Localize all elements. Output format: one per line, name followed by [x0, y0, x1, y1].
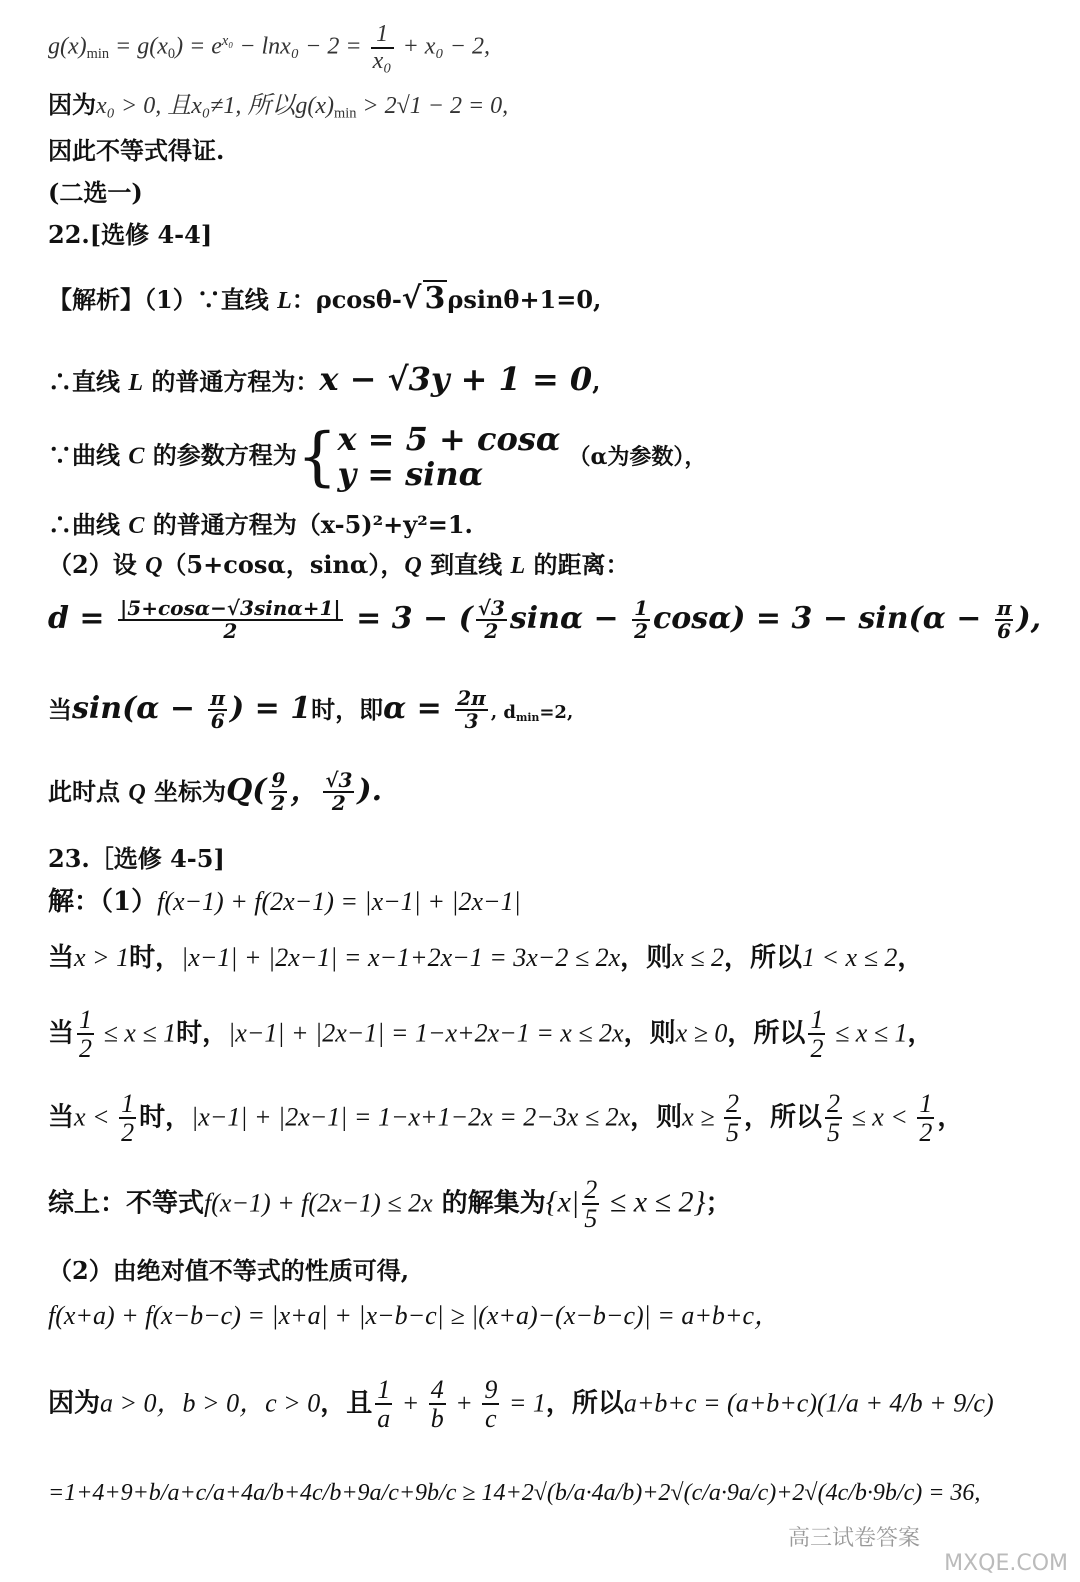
watermark-text: 高三试卷答案 [787, 1526, 920, 1551]
problem-23-heading: 23.［选修 4-5] [48, 844, 225, 873]
eq-gmin: $g(x)_{min} = g(x_0) = e^{x_0} - \ln x_0 - 2$ = $\frac{1}{\text{x₀}}$ + x₀ − 2, [48, 21, 490, 75]
choose-one-label: (二选一) [48, 178, 143, 207]
curve-C-param-eq: ∵曲线 C 的参数方程为{ x = 5 + cosα y = sinα （α为参数）， [48, 420, 707, 495]
minimum-condition: 当sin(α − $\frac{\pi}{6}$ ) = 1时，即α = $\frac{2\pi}{3}$ , $d_{min}=2$, [48, 686, 574, 733]
part2-intro: （2）由绝对值不等式的性质可得, [48, 1256, 410, 1285]
distance-formula: d = $\frac{|5+\cos\alpha-√3\sin\alpha+1|}{2}$ = 3 − ( $\frac{√3}{2}$ sinα − $\frac{1}{2}$ cosα) = 3 − sin(α − $\frac{\pi}{6}$ ), [48, 596, 1042, 643]
case-x-lt-half: 当x < $\frac{1}{2}$ 时，|x−1| + |2x−1| = 1−x+1−2x = 2−3x ≤ 2x，则x ≥ $\frac{2}{5}$ ，所以 $\frac{2}{5}$ ≤ x < $\frac{1}{2}$ ， [48, 1089, 964, 1148]
point-Q-coordinate: 此时点 Q 坐标为Q( $\frac{9}{2}$ ， $\frac{√3}{2}$ ). [48, 768, 383, 815]
conclusion-line: 因此不等式得证. [48, 136, 225, 165]
because-line: 因为x₀ > 0, 且x₀≠1, 所以$g(x)_{min} > 2√1 - 2 = 0$, [48, 90, 509, 122]
solution-line-1: 【解析】（1）∵直线 L：ρcosθ-√ 3ρsinθ+1=0, [48, 281, 602, 316]
watermark-site: MXQE.COM [944, 1551, 1068, 1576]
solution-23-part1: 解：（1）f(x−1) + f(2x−1) = |x−1| + |2x−1| [48, 887, 521, 917]
case-x-gt-1: 当x > 1时，|x−1| + |2x−1| = x−1+2x−1 = 3x−2 ≤ 2x，则x ≤ 2，所以1 < x ≤ 2， [48, 943, 924, 973]
part2-setup: （2）设 Q（5+cosα，sinα），Q 到直线 L 的距离： [48, 550, 630, 579]
line-L-general-eq: ∴直线 L 的普通方程为：x − √3y + 1 = 0, [48, 360, 601, 398]
case-half-to-1: 当 $\frac{1}{2}$ ≤ x ≤ 1时，|x−1| + |2x−1| = 1−x+2x−1 = x ≤ 2x，则x ≥ 0，所以 $\frac{1}{2}$ ≤ x ≤ 1， [48, 1005, 934, 1064]
problem-22-heading: 22.[选修 4-4] [48, 220, 213, 249]
solution-set-summary: 综上：不等式f(x−1) + f(2x−1) ≤ 2x 的解集为{x| $\frac{2}{5}$ ≤ x ≤ 2}； [48, 1175, 732, 1234]
given-condition: 因为a > 0，b > 0，c > 0，且 $\frac{1}{a}$ + $\frac{4}{b}$ + $\frac{9}{c}$ = 1，所以a+b+c = (a+b+c)(1/a + 4/b + 9/c) [48, 1375, 994, 1434]
abs-inequality: f(x+a) + f(x−b−c) = |x+a| + |x−b−c| ≥ |(x+a)−(x−b−c)| = a+b+c， [48, 1301, 780, 1330]
curve-C-general-eq: ∴曲线 C 的普通方程为（x-5)²+y²=1. [48, 510, 473, 539]
final-inequality: =1+4+9+b/a+c/a+4a/b+4c/b+9a/c+9b/c ≥ 14+2√(b/a·4a/b)+2√(c/a·9a/c)+2√(4c/b·9b/c) = 36, [48, 1480, 981, 1506]
